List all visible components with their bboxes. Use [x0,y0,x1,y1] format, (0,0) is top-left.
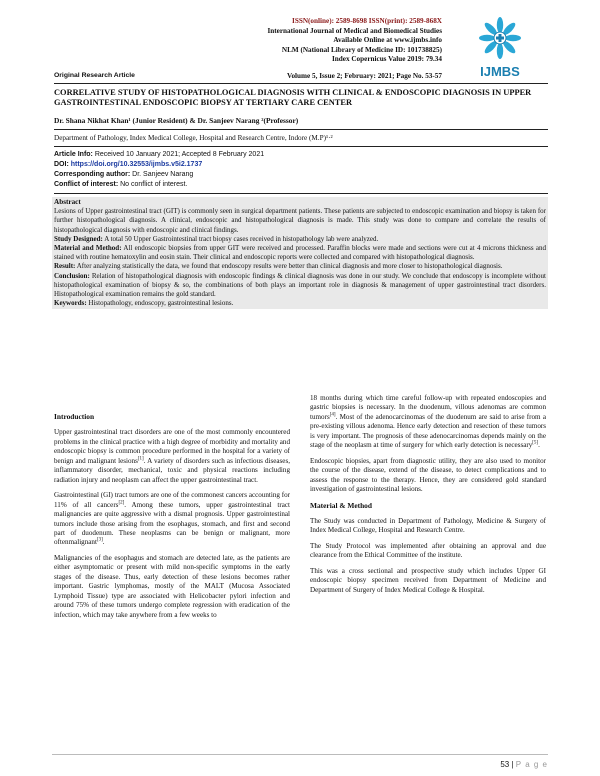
left-column [54,408,290,626]
page-number: 53 [500,760,510,769]
right-paragraph-1: 18 months during which time careful follow-up with repeated endoscopies and gastric biopsies is necessary. In the duodenum, villous adenomas are common tumors[4]. Most of the adenocarcinomas of the duodenum are said to arise from a pre-existing villous adenoma. Hence early detection and resection of these tumors is very important. The prognosis of these adenocarcinomas depends mainly on the stage of the neoplasm at time of surgery for which early detection is necessary[5]. [310,394,546,450]
doi: DOI: https://doi.org/10.32553/ijmbs.v5i2.1737 [54,161,203,168]
conflict-of-interest: Conflict of interest: No conflict of interest. [54,181,188,188]
department: Department of Pathology, Index Medical College, Hospital and Research Centre, Indore (M.P)¹·² [54,134,333,142]
abstract-box [52,197,548,309]
introduction-heading: Introduction [54,412,95,421]
author-divider [54,129,548,130]
abstract-intro: Lesions of Upper gastrointestinal tract (GIT) is commonly seen in surgical department patients. These patients are subjected to endoscopic examination and biopsy is taken for further histopathological diagnosis. A clinical, endoscopic and histopathological diagnosis is made. This study was done to compare and correlate the results of histopathological diagnosis with endoscopic and clinical findings. [54,207,546,234]
abstract-result: Result: After analyzing statistically the data, we found that endoscopy results were better than clinical diagnosis and more closer to histopathological diagnosis. [54,262,503,271]
dept-divider [54,146,548,147]
page-label: P a g e [515,760,548,769]
header-divider [54,83,548,84]
article-type: Original Research Article [54,72,135,79]
meta-divider [54,193,548,194]
volume-info: Volume 5, Issue 2; February: 2021; Page No. 53-57 [286,72,442,80]
method-heading: Material & Method [310,500,372,510]
page-footer: 53 | P a g e [500,760,548,769]
right-column [310,394,546,601]
abstract-keywords: Keywords: Histopathology, endoscopy, gastrointestinal lesions. [54,299,234,308]
issn-line: ISSN(online): 2589-8698 ISSN(print): 2589-868X [292,17,442,25]
right-paragraph-2: Endoscopic biopsies, apart from diagnostic utility, they are also used to monitor the course of the disease, extend of the disease, to detect complications and to assess the response to the therapy. Hence, they are considered gold standard investigation of gastrointestinal lesions. [310,456,546,494]
abstract-design: Study Designed: A total 50 Upper Gastrointestinal tract biopsy cases received in histopathology lab were analyzed. [54,234,379,243]
method-paragraph-2: The Study Protocol was implemented after obtaining an approval and due clearance from the Ethical Committee of the institute. [310,541,546,560]
intro-paragraph-3: Malignancies of the esophagus and stomach are detected late, as the patients are either asymptomatic or present with mild non-specific symptoms in the early stages of the disease. Thus, early detection of these lesions becomes rather important. Gastric lymphomas, mostly of the MALT (Mucosa Associated Lymphoid Tissue) type are associated with Helicobacter pylori infection and around 75% of these tumors undergo complete regression with eradication of the infection, which may take anywhere from a few weeks to [54,553,290,619]
article-meta [54,150,548,190]
nlm-id: NLM (National Library of Medicine ID: 101738825) [281,45,442,54]
ijmbs-logo-icon [456,14,544,82]
available-online: Available Online at www.ijmbs.info [333,36,442,45]
copernicus-value: Index Copernicus Value 2019: 79.34 [331,55,442,64]
intro-paragraph-2: Gastrointestinal (GI) tract tumors are one of the commonest cancers accounting for 11% of all cancers[2]. Among these tumors, upper gastrointestinal tract malignancies are quite aggressive with a dismal prognosis. Upper gastrointestinal tumors include those arising from the esophagus, stomach, and first and second part of duodenum. These neoplasms can be benign or malignant, more oftenmalignant[3]. [54,491,290,547]
footer-divider [52,754,548,755]
method-paragraph-3: This was a cross sectional and prospective study which includes Upper GI endoscopic biopsy specimen received from Department of Medicine and Department of Surgery of Index Medical College & Hospital. [310,566,546,594]
abstract-method: Material and Method: All endoscopic biopsies from upper GIT were received and processed. Paraffin blocks were made and sections were cut at 4 microns thickness and stained with routine hematoxylin and eosin stain. Their clinical and endoscopic reports were collected and compared with histopathological diagnosis. [54,244,546,262]
method-paragraph-1: The Study was conducted in Department of Pathology, Medicine & Surgery of Index Medical College, Hospital and Research Centre. [310,516,546,535]
paper-title: CORRELATIVE STUDY OF HISTOPATHOLOGICAL DIAGNOSIS WITH CLINICAL & ENDOSCOPIC DIAGNOSIS IN UPPER GASTROINTESTINAL ENDOSCOPIC BIOPSY AT TERTIARY CARE CENTER [54,88,532,108]
logo-text: IJMBS [480,64,520,79]
intro-paragraph-1: Upper gastrointestinal tract disorders are one of the most commonly encountered problems in the clinical practice with a high degree of morbidity and mortality and endoscopic biopsy is common procedure performed in the hospital for a variety of benign and malignant lesions[1]. A variety of disorders such as infectious diseases, inflammatory disorder, mechanical, toxic and physical reactions including radiation injury and neoplasm can affect the upper gastrointestinal tract. [54,428,290,484]
abstract-heading: Abstract [54,198,81,206]
corresponding-author: Corresponding author: Dr. Sanjeev Narang [54,171,194,178]
journal-header [267,17,442,65]
journal-name: International Journal of Medical and Biomedical Studies [267,26,442,35]
article-info: Article Info: Received 10 January 2021; Accepted 8 February 2021 [54,151,265,158]
abstract-conclusion: Conclusion: Relation of histopathological diagnosis with endoscopic findings & clinical diagnosis was done in our study. We conclude that endoscopy is incomplete without histopathological examination of biopsy & so, the combinations of both plays an important role in diagnosis & management of upper gastrointestinal tract disorders. Histopathological examination remains the gold standard. [54,271,546,299]
authors: Dr. Shana Nikhat Khan¹ (Junior Resident) & Dr. Sanjeev Narang ²(Professor) [54,116,299,125]
doi-link[interactable]: https://doi.org/10.32553/ijmbs.v5i2.1737 [68,161,203,168]
